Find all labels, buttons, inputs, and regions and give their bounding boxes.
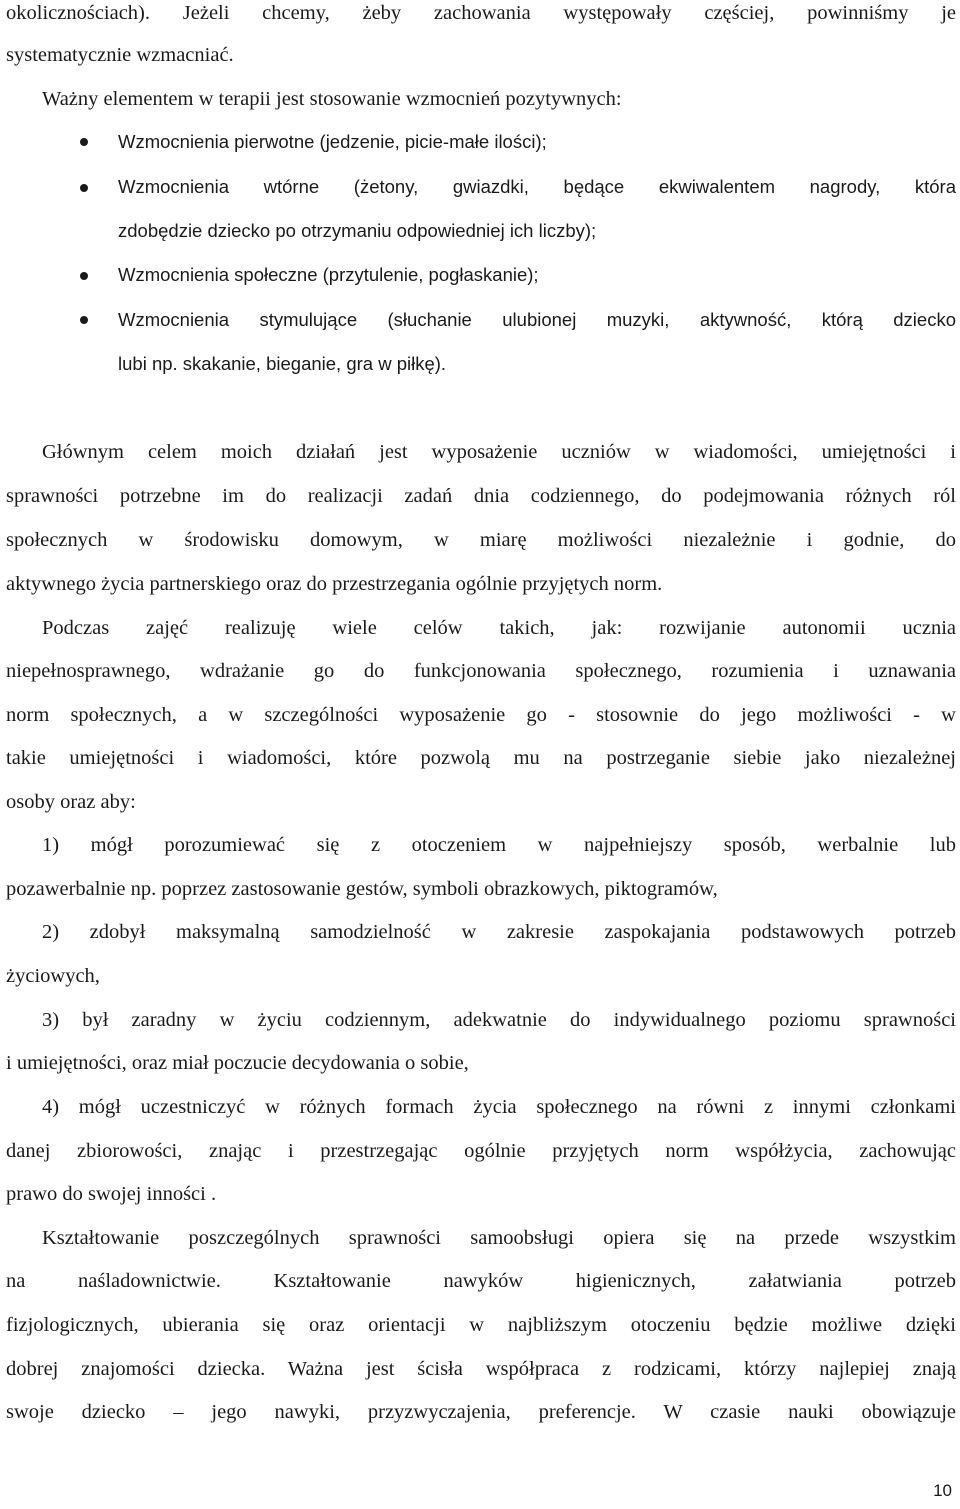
list-item-4-line-2: danej zbiorowości, znając i przestrzegając ogólnie przyjętych norm współżycia, zachowując	[6, 1140, 956, 1162]
para-1-line-4: aktywnego życia partnerskiego oraz do przestrzegania ogólnie przyjętych norm.	[6, 573, 663, 595]
list-item-4-line-1: 4) mógł uczestniczyć w różnych formach życia społecznego na równi z innymi członkami	[42, 1096, 956, 1118]
list-item-2-line-1: 2) zdobył maksymalną samodzielność w zakresie zaspokajania podstawowych potrzeb	[42, 921, 956, 943]
bullet-item-3: Wzmocnienia społeczne (przytulenie, pogłaskanie);	[118, 264, 539, 285]
para-1-line-3: społecznych w środowisku domowym, w miarę możliwości niezależnie i godnie, do	[6, 529, 956, 551]
list-item-2-line-2: życiowych,	[6, 965, 100, 987]
para-1-line-1: Głównym celem moich działań jest wyposażenie uczniów w wiadomości, umiejętności i	[42, 441, 956, 463]
page-number: 10	[933, 1481, 952, 1500]
para-3-line-4: dobrej znajomości dziecka. Ważna jest ścisła współpraca z rodzicami, którzy najlepiej znają	[6, 1358, 956, 1380]
bullet-item-1: Wzmocnienia pierwotne (jedzenie, picie-małe ilości);	[118, 131, 547, 152]
para-2-line-5: osoby oraz aby:	[6, 791, 136, 813]
para-2-line-4: takie umiejętności i wiadomości, które pozwolą mu na postrzeganie siebie jako niezależnej	[6, 747, 956, 769]
list-item-1-line-2: pozawerbalnie np. poprzez zastosowanie gestów, symboli obrazkowych, piktogramów,	[6, 878, 718, 900]
bullet-dot	[80, 272, 88, 280]
bullet-item-4-line-1: Wzmocnienia stymulujące (słuchanie ulubionej muzyki, aktywność, którą dziecko	[118, 309, 956, 330]
bullet-dot	[80, 316, 88, 324]
bullet-dot	[80, 184, 88, 192]
list-item-4-line-3: prawo do swojej inności .	[6, 1183, 217, 1205]
para-3-line-5: swoje dziecko – jego nawyki, przyzwyczajenia, preferencje. W czasie nauki obowiązuje	[6, 1401, 956, 1423]
para-3-line-2: na naśladownictwie. Kształtowanie nawyków higienicznych, załatwiania potrzeb	[6, 1270, 956, 1292]
intro-line-2: systematycznie wzmacniać.	[6, 44, 234, 66]
para-1-line-2: sprawności potrzebne im do realizacji zadań dnia codziennego, do podejmowania różnych ról	[6, 485, 956, 507]
list-item-3-line-2: i umiejętności, oraz miał poczucie decydowania o sobie,	[6, 1052, 469, 1074]
list-item-3-line-1: 3) był zaradny w życiu codziennym, adekwatnie do indywidualnego poziomu sprawności	[42, 1009, 956, 1031]
list-item-1-line-1: 1) mógł porozumiewać się z otoczeniem w najpełniejszy sposób, werbalnie lub	[42, 834, 956, 856]
intro-heading: Ważny elementem w terapii jest stosowanie wzmocnień pozytywnych:	[42, 88, 622, 110]
bullet-item-2-line-2: zdobędzie dziecko po otrzymaniu odpowiedniej ich liczby);	[118, 220, 597, 241]
para-3-line-1: Kształtowanie poszczególnych sprawności samoobsługi opiera się na przede wszystkim	[42, 1227, 956, 1249]
para-3-line-3: fizjologicznych, ubierania się oraz orientacji w najbliższym otoczeniu będzie możliwe dzięki	[6, 1314, 956, 1336]
bullet-item-4-line-2: lubi np. skakanie, bieganie, gra w piłkę).	[118, 353, 447, 374]
intro-line-1: okolicznościach). Jeżeli chcemy, żeby zachowania występowały częściej, powinniśmy je	[6, 2, 956, 24]
para-2-line-3: norm społecznych, a w szczególności wyposażenie go - stosownie do jego możliwości - w	[6, 704, 956, 726]
bullet-item-2-line-1: Wzmocnienia wtórne (żetony, gwiazdki, będące ekwiwalentem nagrody, która	[118, 176, 956, 197]
para-2-line-1: Podczas zajęć realizuję wiele celów takich, jak: rozwijanie autonomii ucznia	[42, 617, 956, 639]
bullet-dot	[80, 138, 88, 146]
para-2-line-2: niepełnosprawnego, wdrażanie go do funkcjonowania społecznego, rozumienia i uznawania	[6, 660, 956, 682]
